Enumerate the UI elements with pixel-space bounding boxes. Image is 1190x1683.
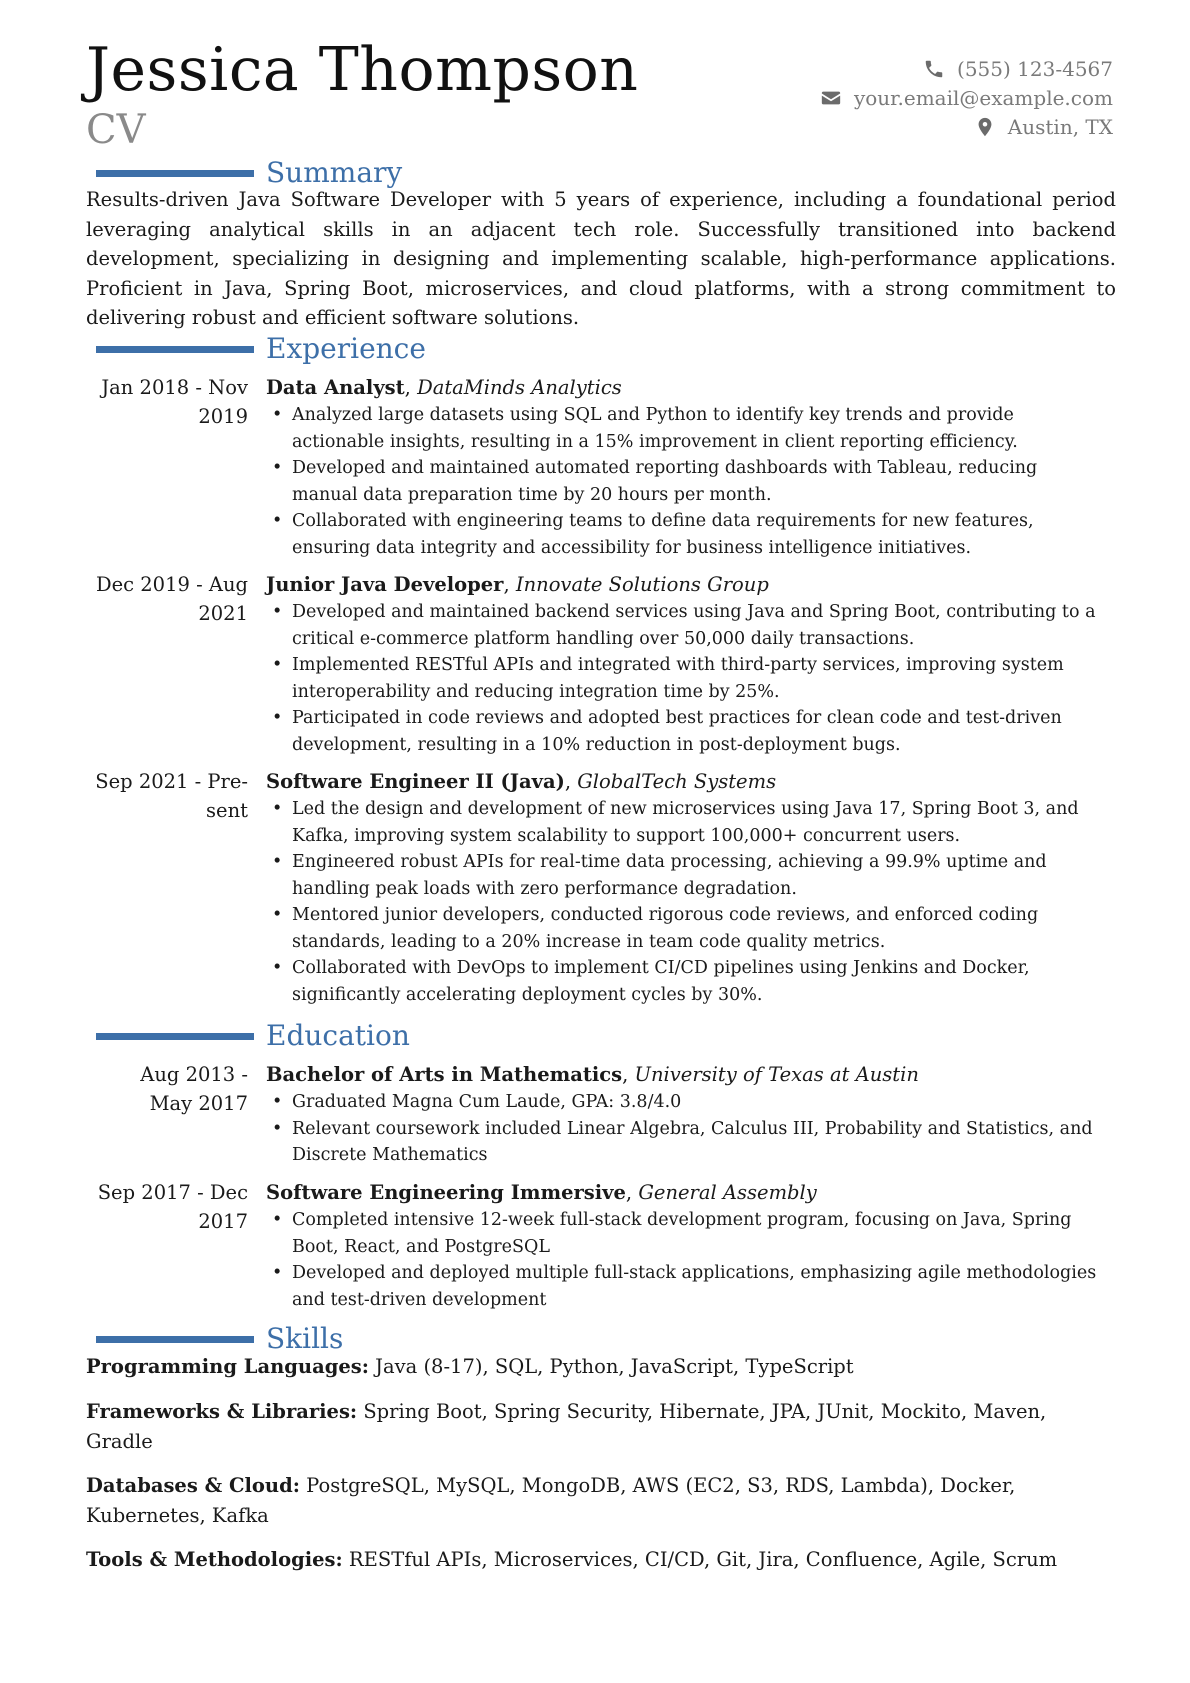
date-line: Dec 2019 - Aug xyxy=(95,573,248,596)
entry-organization: GlobalTech Systems xyxy=(577,770,777,793)
entry-date xyxy=(86,373,248,431)
skill-label: Databases & Cloud: xyxy=(86,1474,300,1497)
entry-heading: Bachelor of Arts in Mathematics, University of Texas at Austin xyxy=(266,1063,919,1086)
entry-body xyxy=(266,767,1104,1008)
date-line: 2019 xyxy=(198,405,248,428)
list-item: • Collaborated with DevOps to implement CI/CD pipelines using Jenkins and Docker, significantly accelerating deployment cycles by 30%. xyxy=(266,955,1104,1008)
date-line: 2021 xyxy=(198,602,248,625)
bullet-list xyxy=(266,796,1104,1008)
skill-label: Tools & Methodologies: xyxy=(86,1548,343,1571)
skill-line xyxy=(86,1397,1116,1456)
entry-heading: Software Engineer II (Java), GlobalTech Systems xyxy=(266,770,777,793)
map-pin-icon xyxy=(974,116,996,138)
entry-organization: DataMinds Analytics xyxy=(417,376,622,399)
section-title: Summary xyxy=(266,156,403,189)
skill-value: Java (8-17), SQL, Python, JavaScript, TypeScript xyxy=(375,1355,854,1378)
section-title: Education xyxy=(266,1019,410,1052)
list-item: • Developed and deployed multiple full-stack applications, emphasizing agile methodologies and test-driven development xyxy=(266,1260,1104,1313)
date-line: Jan 2018 - Nov xyxy=(101,376,248,399)
date-line: 2017 xyxy=(198,1210,248,1233)
entry-role: Junior Java Developer xyxy=(266,573,504,596)
date-line: Aug 2013 - xyxy=(140,1063,248,1086)
list-item: • Engineered robust APIs for real-time data processing, achieving a 99.9% uptime and handling peak loads with zero performance degradation. xyxy=(266,849,1104,902)
list-item: • Participated in code reviews and adopted best practices for clean code and test-driven development, resulting in a 10% reduction in post-deployment bugs. xyxy=(266,705,1104,758)
section-accent-bar xyxy=(96,1336,254,1343)
entry-date xyxy=(86,1178,248,1236)
candidate-name: Jessica Thompson xyxy=(86,35,639,105)
contact-location xyxy=(820,112,1113,141)
date-line: sent xyxy=(206,799,248,822)
entry-heading: Data Analyst, DataMinds Analytics xyxy=(266,376,622,399)
entry-body xyxy=(266,373,1104,561)
section-title: Skills xyxy=(266,1322,344,1355)
entry-organization: General Assembly xyxy=(638,1181,817,1204)
date-line: Sep 2017 - Dec xyxy=(97,1181,248,1204)
entry-body xyxy=(266,1060,1104,1169)
entry-date xyxy=(86,1060,248,1118)
bullet-list xyxy=(266,402,1104,561)
skill-value: PostgreSQL, MySQL, MongoDB, AWS (EC2, S3, RDS, Lambda), Docker, Kubernetes, Kafka xyxy=(86,1474,1016,1527)
summary-text: Results-driven Java Software Developer with 5 years of experience, including a foundational period leveraging analytical skills in an adjacent tech role. Successfully transitioned into backend development, specializing in designing and implementing scalable, high-performance applications. Proficient in Java, Spring Boot, microservices, and cloud platforms, with a strong commitment to delivering robust and efficient software solutions. xyxy=(86,188,1116,330)
section-accent-bar xyxy=(96,170,254,177)
date-line: Sep 2021 - Pre- xyxy=(95,770,248,793)
section-heading-skills xyxy=(96,1322,343,1356)
list-item: • Analyzed large datasets using SQL and Python to identify key trends and provide actionable insights, resulting in a 15% improvement in client reporting efficiency. xyxy=(266,402,1104,455)
entry-heading: Software Engineering Immersive, General Assembly xyxy=(266,1181,817,1204)
section-accent-bar xyxy=(96,1033,254,1040)
entry-organization: University of Texas at Austin xyxy=(634,1063,919,1086)
section-heading-education xyxy=(96,1019,410,1053)
list-item: • Developed and maintained automated reporting dashboards with Tableau, reducing manual data preparation time by 20 hours per month. xyxy=(266,455,1104,508)
entry-role: Software Engineering Immersive xyxy=(266,1181,626,1204)
list-item: • Developed and maintained backend services using Java and Spring Boot, contributing to a critical e-commerce platform handling over 50,000 daily transactions. xyxy=(266,599,1104,652)
list-item: • Implemented RESTful APIs and integrated with third-party services, improving system interoperability and reducing integration time by 25%. xyxy=(266,652,1104,705)
skill-label: Programming Languages: xyxy=(86,1355,369,1378)
list-item: • Relevant coursework included Linear Algebra, Calculus III, Probability and Statistics, and Discrete Mathematics xyxy=(266,1116,1104,1169)
skill-line xyxy=(86,1545,1116,1575)
section-accent-bar xyxy=(96,346,254,353)
entry-role: Software Engineer II (Java) xyxy=(266,770,565,793)
entry-heading: Junior Java Developer, Innovate Solutions Group xyxy=(266,573,769,596)
entry-body xyxy=(266,570,1104,758)
list-item: • Led the design and development of new microservices using Java 17, Spring Boot 3, and Kafka, improving system scalability to support 100,000+ concurrent users. xyxy=(266,796,1104,849)
contact-block xyxy=(820,54,1113,141)
skill-value: RESTful APIs, Microservices, CI/CD, Git, Jira, Confluence, Agile, Scrum xyxy=(348,1548,1058,1571)
skill-line xyxy=(86,1352,1116,1382)
section-title: Experience xyxy=(266,332,426,365)
date-line: May 2017 xyxy=(149,1092,248,1115)
list-item: • Collaborated with engineering teams to define data requirements for new features, ensuring data integrity and accessibility for business intelligence initiatives. xyxy=(266,508,1104,561)
entry-date xyxy=(86,767,248,825)
skill-label: Frameworks & Libraries: xyxy=(86,1400,358,1423)
entry-body xyxy=(266,1178,1104,1313)
section-heading-experience xyxy=(96,332,426,366)
entry-date xyxy=(86,570,248,628)
entry-role: Data Analyst xyxy=(266,376,405,399)
document-subtitle: CV xyxy=(86,107,146,153)
contact-email[interactable] xyxy=(820,83,1113,112)
phone-text: (555) 123-4567 xyxy=(957,56,1113,81)
bullet-list xyxy=(266,1207,1104,1313)
phone-icon xyxy=(923,58,945,80)
skill-line xyxy=(86,1471,1116,1530)
list-item: • Completed intensive 12-week full-stack development program, focusing on Java, Spring Boot, React, and PostgreSQL xyxy=(266,1207,1104,1260)
bullet-list xyxy=(266,599,1104,758)
location-text: Austin, TX xyxy=(1007,114,1113,139)
email-text: your.email@example.com xyxy=(853,85,1113,110)
skill-value: Spring Boot, Spring Security, Hibernate, JPA, JUnit, Mockito, Maven, Gradle xyxy=(86,1400,1047,1453)
bullet-list xyxy=(266,1089,1104,1169)
entry-organization: Innovate Solutions Group xyxy=(515,573,769,596)
list-item: • Mentored junior developers, conducted rigorous code reviews, and enforced coding standards, leading to a 20% increase in team code quality metrics. xyxy=(266,902,1104,955)
entry-role: Bachelor of Arts in Mathematics xyxy=(266,1063,623,1086)
list-item: • Graduated Magna Cum Laude, GPA: 3.8/4.0 xyxy=(266,1089,1104,1116)
contact-phone[interactable] xyxy=(820,54,1113,83)
envelope-icon xyxy=(820,87,842,109)
